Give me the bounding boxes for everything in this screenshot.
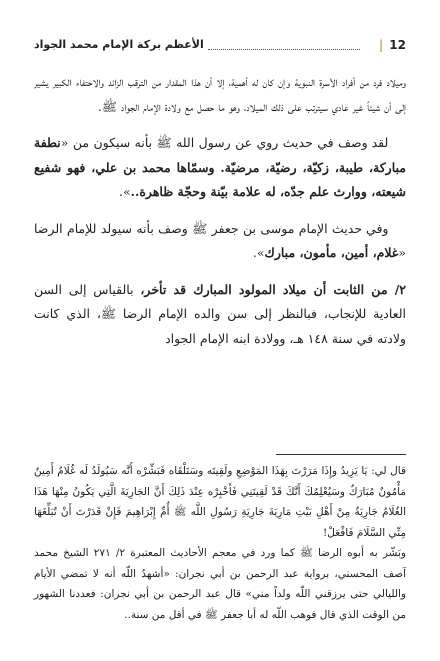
paragraph-1: وميلاد فرد من أفراد الأسرة النبوية وإن كان له أهمية، إلا أن هذا المقدار من الترقب الزائد والاحتفاء الكبير يشير إلى أن شيئاً غير عادي سيترتب على ذلك الميلاد، وهو ما حصل مع ولادة الإمام الجواد ﷺ.	[34, 74, 406, 114]
footnote-2: وبَشّر به أبوه الرضا ﷺ كما ورد في معجم الأحاديث المعتبرة ٢/ ٢٧١ الشيخ محمد آصف المحسني، برواية عبد الرحمن بن أبي نجران: «أشهدُ اللّه أنه لا تمضي الأيام والليالي حتى يرزقني اللّه ولداً مني» قال عبد الرحمن بن أبي نجران: فعددنا الشهور من الوقت الذي قال فوهب اللّه له أبا جعفر ﷺ في أقل من سنة..	[34, 547, 407, 621]
footnote-divider	[276, 454, 406, 455]
header-dotted-rule	[208, 49, 360, 50]
main-text	[34, 70, 406, 363]
paragraph-2	[34, 131, 406, 205]
paragraph-2-quote: نطفة مباركة، طيبة، زكيّة، رضيّة، مرضيّة. وسمّاها محمد بن علي، فهو شفيع شيعته، ووارث علم جدّه، له علامة بيّنة وحجّة ظاهرة..	[34, 135, 406, 199]
paragraph-3	[34, 217, 406, 266]
paragraph-3-quote: غلام، أمين، مأمون، مبارك	[264, 245, 399, 260]
paragraph-4-heading: ٢/ من الثابت أن ميلاد المولود المبارك قد تأخر،	[140, 281, 406, 297]
paragraph-2-close: ».	[119, 184, 131, 199]
page-header	[0, 38, 440, 62]
header-separator: |	[378, 38, 384, 52]
paragraph-4	[34, 278, 406, 352]
page-number	[373, 38, 406, 52]
footnote-1: قال لي: يَا يَزِيدُ وإِذَا مَرَرْتَ بِهَذَا المَوْضِعِ ولَقِيتَه وسَتَلْقَاه فَبَشِّرْه أَنَّه سَيُولَدُ لَه غُلَامٌ أَمِينٌ مَأْمُونٌ مُبَارَكٌ وسَيُعْلِمُكَ أَنَّكَ قَدْ لَقِيتَنِي فَأَخْبِرْه عِنْدَ ذَلِكَ أَنَّ الجَارِيَةَ الَّتِي يَكُونُ مِنْهَا هَذَا الغُلَامُ جَارِيَةٌ مِنْ أَهْلِ بَيْتِ مَارِيَةَ جَارِيَةِ رَسُولِ اللَّه ﷺ أُمِّ إِبْرَاهِيمَ فَإِنْ قَدَرْتَ أَنْ تُبَلِّغَهَا مِنِّي السَّلَامَ فَافْعَلْ!	[34, 465, 406, 539]
page-number-value: 12	[389, 38, 406, 52]
paragraph-3-intro: وفي حديث الإمام موسى بن جعفر ﷺ وصف بأنه سيولد للإمام الرضا «	[34, 220, 406, 260]
paragraph-3-close: ».	[252, 245, 265, 260]
paragraph-4-text: بالقياس إلى السن العادية للإنجاب، فبالنظر إلى سن والده الإمام الرضا ﷺ، الذي كانت ولادته في سنة ١٤٨ هـ، وولادة ابنه الإمام الجواد	[34, 281, 406, 346]
paragraph-2-intro: لقد وصف في حديث روي عن رسول الله ﷺ بأنه سيكون من «	[60, 135, 389, 150]
running-title: الأعظم بركة الإمام محمد الجواد	[34, 38, 204, 51]
footnotes	[34, 461, 406, 625]
